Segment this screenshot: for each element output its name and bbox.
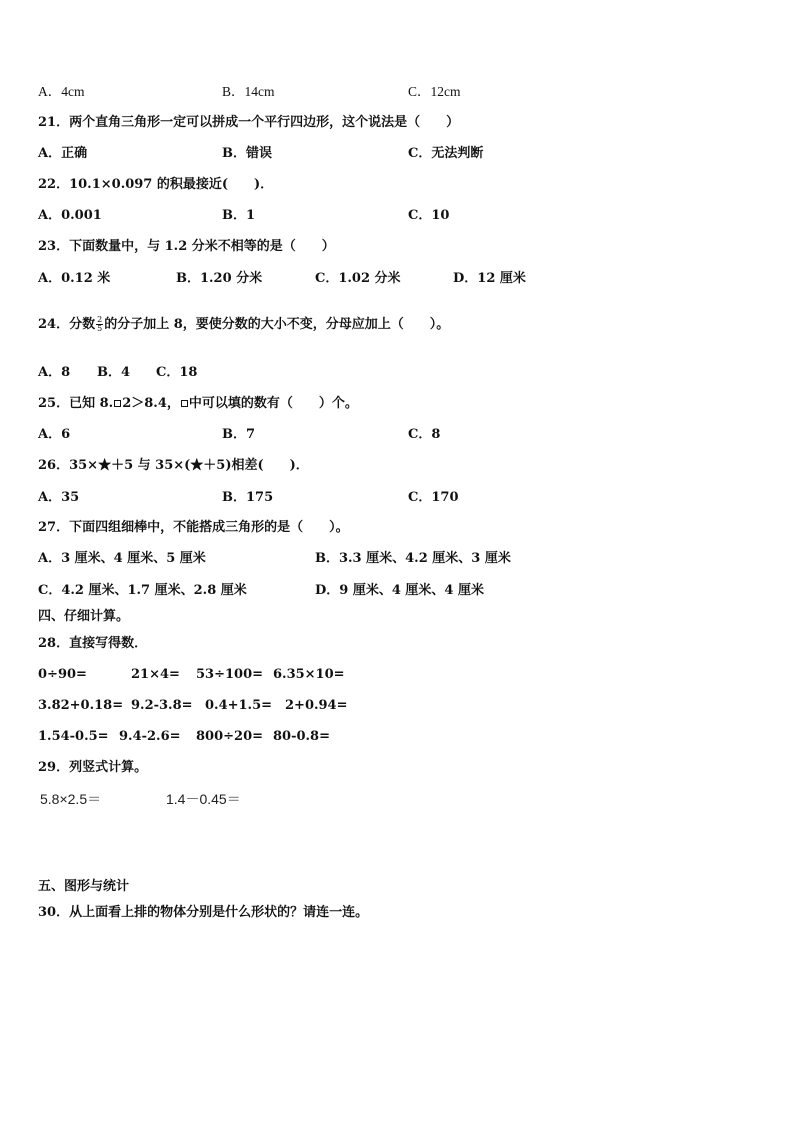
q29-expression-2: 1.4－0.45＝ bbox=[166, 791, 241, 807]
q25-stem-after: 2＞8.4， bbox=[122, 396, 180, 411]
q21-option-a: A．正确 bbox=[38, 146, 88, 161]
q28-item: 800÷20= bbox=[196, 729, 264, 744]
q29-expression-1: 5.8×2.5＝ bbox=[40, 791, 102, 807]
q26-option-c: C．170 bbox=[408, 490, 459, 505]
q25-option-b: B．7 bbox=[222, 427, 256, 442]
q25-stem bbox=[38, 396, 358, 412]
q27-stem: 27．下面四组细棒中，不能搭成三角形的是（ ）。 bbox=[38, 520, 349, 535]
q28-item: 3.82+0.18= bbox=[38, 698, 124, 713]
q26-option-b: B．175 bbox=[222, 490, 274, 505]
q28-item: 0.4+1.5= bbox=[205, 698, 273, 713]
q29-stem: 29．列竖式计算。 bbox=[38, 760, 148, 775]
q28-item: 53÷100= bbox=[196, 667, 264, 682]
q25-stem-end: 中可以填的数有（ ）个。 bbox=[188, 396, 358, 411]
q22-stem: 22．10.1×0.097 的积最接近( )． bbox=[38, 177, 274, 192]
q30-stem: 30．从上面看上排的物体分别是什么形状的？请连一连。 bbox=[38, 905, 369, 920]
q23-option-c: C．1.02 分米 bbox=[315, 271, 401, 286]
q24-fraction-denominator: 5 bbox=[97, 324, 103, 333]
q23-option-d: D．12 厘米 bbox=[453, 271, 526, 286]
q22-option-b: B．1 bbox=[222, 208, 256, 223]
q24-option-a: A．8 bbox=[38, 365, 71, 380]
q28-item: 6.35×10= bbox=[273, 667, 345, 682]
q21-option-b: B．错误 bbox=[222, 146, 272, 161]
q22-option-c: C．10 bbox=[408, 208, 450, 223]
q20-option-b: B．14cm bbox=[222, 84, 275, 99]
q28-item: 80-0.8= bbox=[273, 729, 330, 744]
q28-item: 21×4= bbox=[131, 667, 180, 682]
q20-option-c: C．12cm bbox=[408, 84, 461, 99]
q28-item: 2+0.94= bbox=[285, 698, 348, 713]
q21-option-c: C．无法判断 bbox=[408, 146, 484, 161]
q26-option-a: A．35 bbox=[38, 490, 80, 505]
q25-option-c: C．8 bbox=[408, 427, 441, 442]
q21-stem: 21．两个直角三角形一定可以拼成一个平行四边形，这个说法是（ ） bbox=[38, 115, 460, 130]
q24-option-b: B．4 bbox=[97, 365, 131, 380]
q28-item: 9.2-3.8= bbox=[131, 698, 193, 713]
q27-option-d: D．9 厘米、4 厘米、4 厘米 bbox=[315, 583, 484, 598]
q24-fraction-numerator: 2 bbox=[97, 315, 103, 324]
q22-option-a: A．0.001 bbox=[38, 208, 102, 223]
q25-option-a: A．6 bbox=[38, 427, 71, 442]
q23-option-b: B．1.20 分米 bbox=[176, 271, 263, 286]
q28-item: 0÷90= bbox=[38, 667, 87, 682]
q27-option-a: A．3 厘米、4 厘米、5 厘米 bbox=[38, 551, 206, 566]
q27-option-c: C．4.2 厘米、1.7 厘米、2.8 厘米 bbox=[38, 583, 247, 598]
q24-stem-after: 的分子加上 8，要使分数的大小不变，分母应加上（ ）。 bbox=[104, 317, 450, 332]
q26-stem: 26．35×★＋5 与 35×(★＋5)相差( )． bbox=[38, 458, 309, 473]
q24-fraction bbox=[96, 316, 103, 333]
blank-box-icon bbox=[181, 400, 188, 407]
section-heading-5: 五、图形与统计 bbox=[38, 879, 130, 894]
q27-option-b: B．3.3 厘米、4.2 厘米、3 厘米 bbox=[315, 551, 511, 566]
q24-stem-before: 24．分数 bbox=[38, 317, 96, 332]
q23-option-a: A．0.12 米 bbox=[38, 271, 111, 286]
q23-stem: 23．下面数量中，与 1.2 分米不相等的是（ ） bbox=[38, 239, 335, 254]
section-heading-4: 四、仔细计算。 bbox=[38, 609, 130, 624]
q28-item: 9.4-2.6= bbox=[119, 729, 181, 744]
q24-stem bbox=[38, 316, 449, 333]
q25-stem-before: 25．已知 8. bbox=[38, 396, 114, 411]
q28-item: 1.54-0.5= bbox=[38, 729, 109, 744]
q28-stem: 28．直接写得数． bbox=[38, 636, 148, 651]
q20-option-a: A．4cm bbox=[38, 84, 85, 99]
q24-option-c: C．18 bbox=[156, 365, 198, 380]
blank-box-icon bbox=[114, 400, 121, 407]
